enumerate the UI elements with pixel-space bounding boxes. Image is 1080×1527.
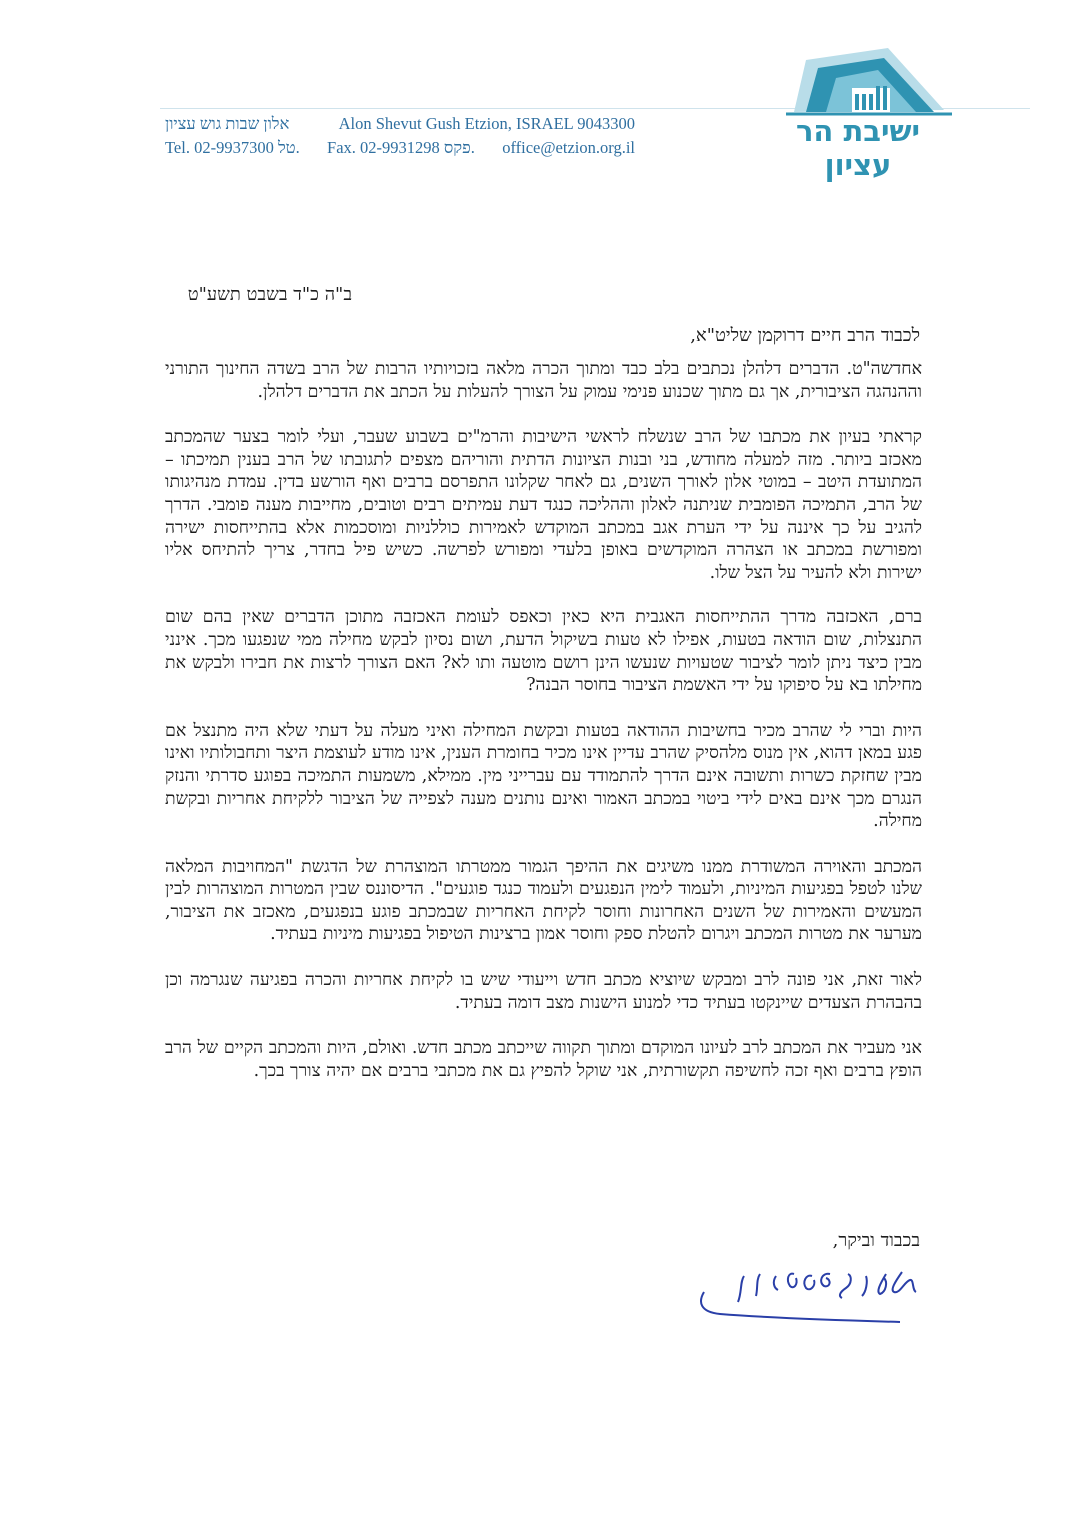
address-hebrew: אלון שבות גוש עציון [165, 114, 290, 133]
email-address: office@etzion.org.il [502, 138, 635, 157]
paragraph: קראתי בעיון את מכתבו של הרב שנשלח לראשי הישיבות והרמ"ים בשבוע שעבר, ועלי לומר בצער שהמכתב מאכזב ביותר. מזה למעלה מחודש, בני ובנות הציונות הדתית והוריהם מצפים לתגובתו של הרב בענין תמיכתו – המתועדת היטב – במוטי אלון לאורך השנים, גם לאחר שקלונו התפרסם ברבים ואף הורשע בדין. עמדת מנהיגותו של הרב, התמיכה הפומבית שניתנה לאלון וההליכה כנגד דעת עמיתים רבים וטובים, מחייבות מענה פומבי. הדרך להגיב על כך איננה על ידי הערת אגב במכתב המוקדש לאמירות כוללניות ומוסכמות אלא בהתייחסות ישירה ומפורשת במכתב או הצהרה המוקדשים באופן בלעדי ומפורש לפרשה. כשיש פיל בחדר, צריך להתיחס אליו ישירות ולא להעיר על הצל שלו. [165, 427, 922, 583]
letter-addressee: לכבוד הרב חיים דרוקמן שליט"א, [690, 325, 920, 346]
paragraph: המכתב והאוירה המשודרת ממנו משיגים את ההיפך הגמור ממטרתו המוצהרת של הדגשת "המחויבות המלאה שלנו לטפל בפגיעות המיניות, ולעמוד לימין הנפגעים ולעמוד כנגד פוגעים". הדיסוננס שבין המטרות המוצהרות לבין המעשים והאמירות של השנים האחרונות וחוסר לקיחת האחריות שבמכתב פוגע בנפגעים, מאכזב את הציבור, מערער את מטרות המכתב ויגרום להטלת ספק וחוסר אמון ברצינות הטיפול בפגיעות מיניות בעתיד. [165, 856, 922, 945]
address-english: Alon Shevut Gush Etzion, ISRAEL 9043300 [338, 114, 635, 133]
paragraph: אחדשה"ט. הדברים דלהלן נכתבים בלב כבד ומתוך הכרה מלאה בזכויותיו הרבות של הרב בשדה החינוך התורני וההנהגה הציבורית, אך גם מתוך שכנוע פנימי עמוק על הצורך להעלות על הכתב את הדברים דלהלן. [165, 359, 922, 402]
paragraph: היות וברי לי שהרב מכיר בחשיבות ההודאה בטעות ובקשת המחילה ואיני מעלה על דעתי שלא היה מתנצל אם פגע במאן דהוא, אין מנוס מלהסיק שהרב עדיין אינו מכיר בחומרת הענין, אינו מודע לעוצמת היצר ותחבולותיו ואינו מבין שחזקת כשרות ותשובה אינם הדרך להתמודד עם עברייני מין. ממילא, משמעות התמיכה בפוגע סדרתי והנזק הנגרם מכך אינם באים לידי ביטוי במכתב האמור ואינם נותנים מענה לצפייה של הציבור ללקיחת אחריות ובקשת מחילה. [165, 720, 922, 832]
handwritten-signature-icon [690, 1252, 930, 1332]
address-line [165, 112, 635, 136]
paragraph: ברם, האכזבה מדרך ההתייחסות האגבית היא כאין וכאפס לעומת האכזבה מתוכן הדברים שאין בהם שום התנצלות, שום הודאה בטעות, אפילו לא טעות בשיקול הדעת, ושום נסיון לבקש מחילה ממי שנפגעו מכך. אינני מבין כיצד ניתן לומר לציבור שטעויות שנעשו הינן רושם מוטעה ותו לא? האם הצורך לרצות את חבירו ולבקש את מחילתו בא על סיפוקו על ידי האשמת הציבור בחוסר הבנה? [165, 607, 922, 696]
institution-name: ישיבת הר עציון [795, 114, 921, 182]
letter-closing: בכבוד וביקר, [832, 1230, 920, 1251]
letterhead-contact [165, 112, 635, 160]
paragraph: אני מעביר את המכתב לרב לעיונו המוקדם ומתוך תקווה שייכתב מכתב חדש. ואולם, היות והמכתב הקיים של הרב הופץ ברבים ואף זכה לחשיפה תקשורתית, אני שוקל להפיץ גם את מכתבי ברבים אם יהיה צורך בכך. [165, 1038, 922, 1081]
fax-number: Fax. 02-9931298 פקס. [327, 138, 475, 157]
paragraph: לאור זאת, אני פונה לרב ומבקש שיוציא מכתב חדש וייעודי שיש בו לקיחת אחריות והכרה בפגיעה שנגרמה וכן בהבהרת הצעדים שיינקטו בעתיד כדי למנוע הישנות מצב דומה בעתיד. [165, 970, 922, 1013]
letter-body [165, 358, 922, 1105]
contact-line [165, 136, 635, 160]
phone-number: Tel. 02-9937300 טל. [165, 138, 300, 157]
letter-date: ב"ה כ"ד בשבט תשע"ט [187, 284, 352, 305]
